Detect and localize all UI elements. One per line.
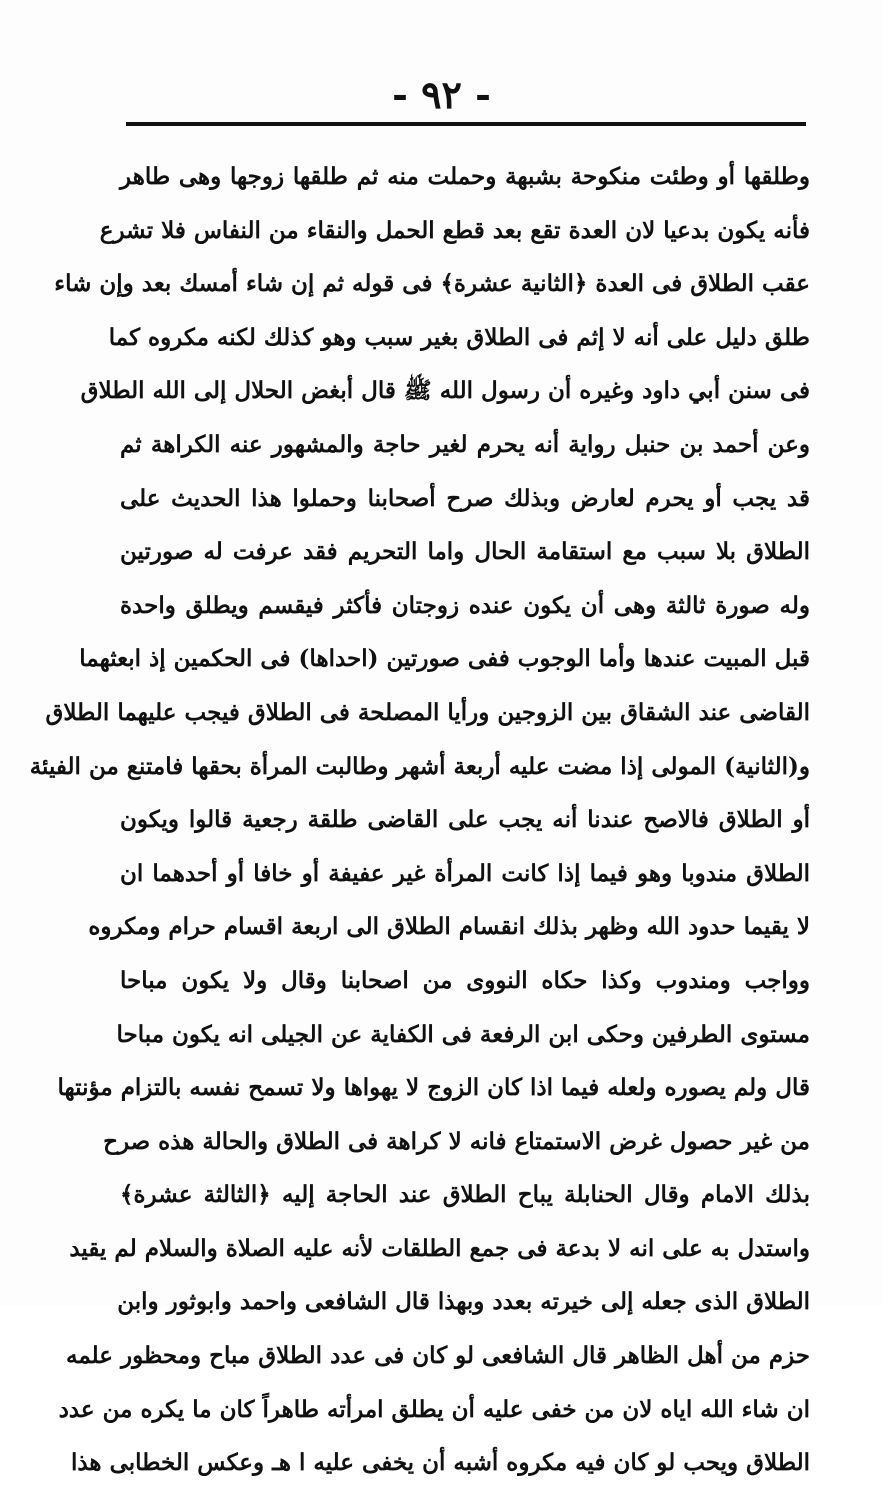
text-line: الطلاق بلا سبب مع استقامة الحال واما التحريم فقد عرفت له صورتين <box>120 538 810 566</box>
text-line: قبل المبيت عندها وأما الوجوب ففى صورتين (احداها) فى الحكمين إذ ابعثهما <box>79 645 810 673</box>
text-line: أو الطلاق فالاصح عندنا أنه يجب على القاضى طلقة رجعية قالوا ويكون <box>120 806 810 834</box>
text-line: الطلاق ويحب لو كان فيه مكروه أشبه أن يخفى عليه ا هـ وعكس الخطابى هذا <box>70 1449 810 1477</box>
header-rule <box>126 122 806 126</box>
text-line: وواجب ومندوب وكذا حكاه النووى من اصحابنا وقال ولا يكون مباحا <box>120 966 810 994</box>
text-line: لا يقيما حدود الله وظهر بذلك انقسام الطلاق الى اربعة اقسام حرام ومكروه <box>88 913 810 941</box>
text-line: طلق دليل على أنه لا إثم فى الطلاق بغير سبب وهو كذلك لكنه مكروه كما <box>108 323 810 351</box>
text-line: قد يجب أو يحرم لعارض وبذلك صرح أصحابنا وحملوا هذا الحديث على <box>120 484 810 512</box>
text-line: وله صورة ثالثة وهى أن يكون عنده زوجتان فأكثر فيقسم ويطلق واحدة <box>120 591 810 619</box>
text-line: وعن أحمد بن حنبل رواية أنه يحرم لغير حاجة والمشهور عنه الكراهة ثم <box>120 430 810 458</box>
text-line: حزم من أهل الظاهر قال الشافعى لو كان فى عدد الطلاق مباح ومحظور علمه <box>66 1342 810 1370</box>
text-line: واستدل به على انه لا بدعة فى جمع الطلقات لأنه عليه الصلاة والسلام لم يقيد <box>69 1234 810 1262</box>
text-line: الطلاق الذى جعله إلى خيرته بعدد وبهذا قال الشافعى واحمد وابوثور وابن <box>117 1288 810 1316</box>
text-line: وطلقها أو وطئت منكوحة بشبهة وحملت منه ثم طلقها زوجها وهى طاهر <box>120 163 810 190</box>
text-line: فأنه يكون بدعيا لان العدة تقع بعد قطع الحمل والنقاء من النفاس فلا تشرع <box>99 216 810 244</box>
text-line: بذلك الامام وقال الحنابلة يباح الطلاق عند الحاجة إليه ﴿الثالثة عشرة﴾ <box>120 1181 810 1209</box>
text-line: عقب الطلاق فى العدة ﴿الثانية عشرة﴾ فى قوله ثم إن شاء أمسك بعد وإن شاء <box>54 270 810 298</box>
text-line: من غير حصول غرض الاستمتاع فانه لا كراهة فى الطلاق والحالة هذه صرح <box>103 1127 810 1155</box>
text-line: و(الثانية) المولى إذا مضت عليه أربعة أشهر وطالبت المرأة بحقها فامتنع من الفيئة <box>29 752 810 780</box>
text-line: الطلاق مندوبا وهو فيما إذا كانت المرأة غير عفيفة أو خافا أو أحدهما ان <box>120 859 810 887</box>
body-text <box>29 150 810 1490</box>
text-line: القاضى عند الشقاق بين الزوجين ورأيا المصلحة فى الطلاق فيجب عليهما الطلاق <box>45 698 810 726</box>
text-line: مستوى الطرفين وحكى ابن الرفعة فى الكفاية عن الجيلى انه يكون مباحا <box>116 1020 810 1048</box>
text-line: ان شاء الله اياه لان من خفى عليه أن يطلق امرأته طاهراً كان ما يكره من عدد <box>58 1395 810 1423</box>
text-line: فى سنن أبي داود وغيره أن رسول الله ﷺ قال أبغض الحلال إلى الله الطلاق <box>80 377 810 405</box>
text-line: قال ولم يصوره ولعله فيما اذا كان الزوج لا يهواها ولا تسمح نفسه بالتزام مؤنتها <box>57 1074 810 1102</box>
page-number: - ٩٢ - <box>392 72 491 117</box>
